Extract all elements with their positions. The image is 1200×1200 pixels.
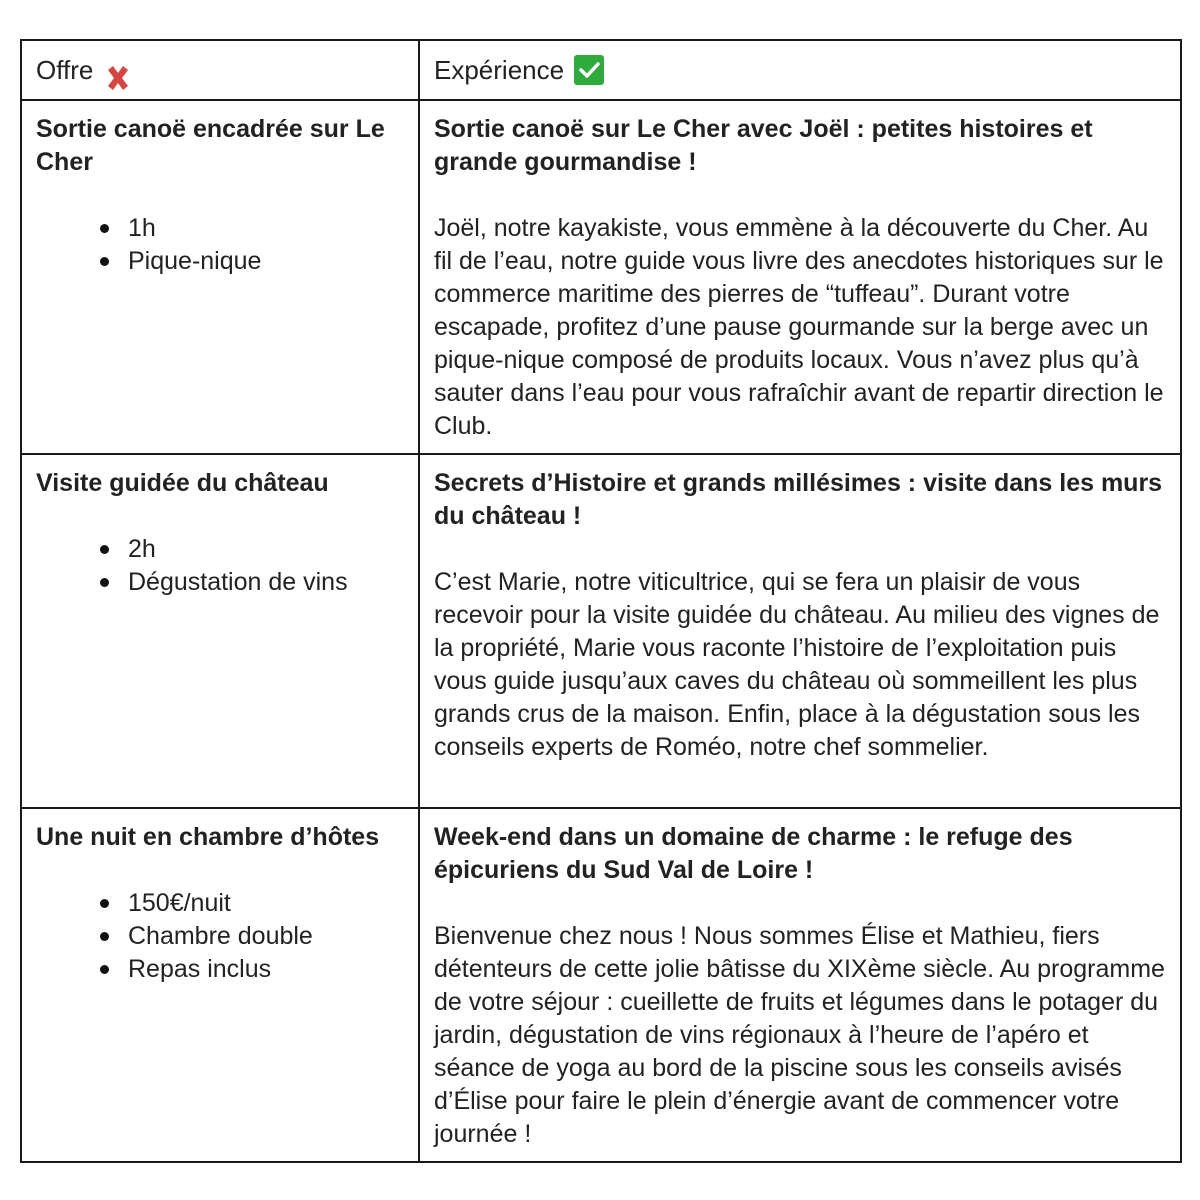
offer-cell bbox=[21, 454, 419, 808]
bullet-item: 1h bbox=[86, 212, 404, 245]
experience-header-label: Expérience bbox=[434, 55, 565, 85]
offer-header-cell bbox=[21, 40, 419, 100]
experience-body: Bienvenue chez nous ! Nous sommes Élise et Mathieu, fiers détenteurs de cette jolie bâtisse du XIXème siècle. Au programme de votre séjour : cueillette de fruits et légumes dans le potager du jardin, dégustation de vins régionaux à l’heure de l’apéro et séance de yoga au bord de la piscine sous les conseils avisés d’Élise pour faire le plein d’énergie avant de commencer votre journée ! bbox=[434, 922, 1165, 1148]
offer-header-label: Offre bbox=[36, 55, 94, 85]
offer-cell bbox=[21, 808, 419, 1162]
offer-title: Sortie canoë encadrée sur Le Cher bbox=[36, 115, 385, 176]
experience-cell bbox=[419, 808, 1181, 1162]
experience-cell bbox=[419, 454, 1181, 808]
experience-title: Week-end dans un domaine de charme : le refuge des épicuriens du Sud Val de Loire ! bbox=[434, 823, 1073, 884]
bullet-item: Pique-nique bbox=[86, 245, 404, 278]
experience-title: Sortie canoë sur Le Cher avec Joël : petites histoires et grande gourmandise ! bbox=[434, 115, 1093, 176]
offer-bullet-list bbox=[36, 887, 404, 986]
experience-header-cell bbox=[419, 40, 1181, 100]
comparison-table bbox=[20, 39, 1182, 1163]
table-row bbox=[21, 808, 1181, 1162]
bullet-item: 150€/nuit bbox=[86, 887, 404, 920]
offer-title: Visite guidée du château bbox=[36, 469, 329, 497]
offer-cell bbox=[21, 100, 419, 454]
experience-cell bbox=[419, 100, 1181, 454]
experience-body: C’est Marie, notre viticultrice, qui se fera un plaisir de vous recevoir pour la visite guidée du château. Au milieu des vignes de la propriété, Marie vous raconte l’histoire de l’exploitation puis vous guide jusqu’aux caves du château où sommeillent les plus grands crus de la maison. Enfin, place à la dégustation sous les conseils experts de Roméo, notre chef sommelier. bbox=[434, 568, 1160, 761]
experience-body: Joël, notre kayakiste, vous emmène à la découverte du Cher. Au fil de l’eau, notre guide vous livre des anecdotes historiques sur le commerce maritime des pierres de “tuffeau”. Durant votre escapade, profitez d’une pause gourmande sur la berge avec un pique-nique composé de produits locaux. Vous n’avez plus qu’à sauter dans l’eau pour vous rafraîchir avant de repartir direction le Club. bbox=[434, 214, 1164, 440]
table-row bbox=[21, 100, 1181, 454]
bullet-item: Chambre double bbox=[86, 920, 404, 953]
offer-bullet-list bbox=[36, 533, 404, 599]
bullet-item: Dégustation de vins bbox=[86, 566, 404, 599]
header-row bbox=[21, 40, 1181, 100]
table-row bbox=[21, 454, 1181, 808]
offer-bullet-list bbox=[36, 212, 404, 278]
bullet-item: 2h bbox=[86, 533, 404, 566]
cross-mark-icon bbox=[103, 55, 133, 85]
experience-title: Secrets d’Histoire et grands millésimes : visite dans les murs du château ! bbox=[434, 469, 1163, 530]
check-mark-icon bbox=[574, 55, 604, 85]
bullet-item: Repas inclus bbox=[86, 953, 404, 986]
offer-title: Une nuit en chambre d’hôtes bbox=[36, 823, 380, 851]
